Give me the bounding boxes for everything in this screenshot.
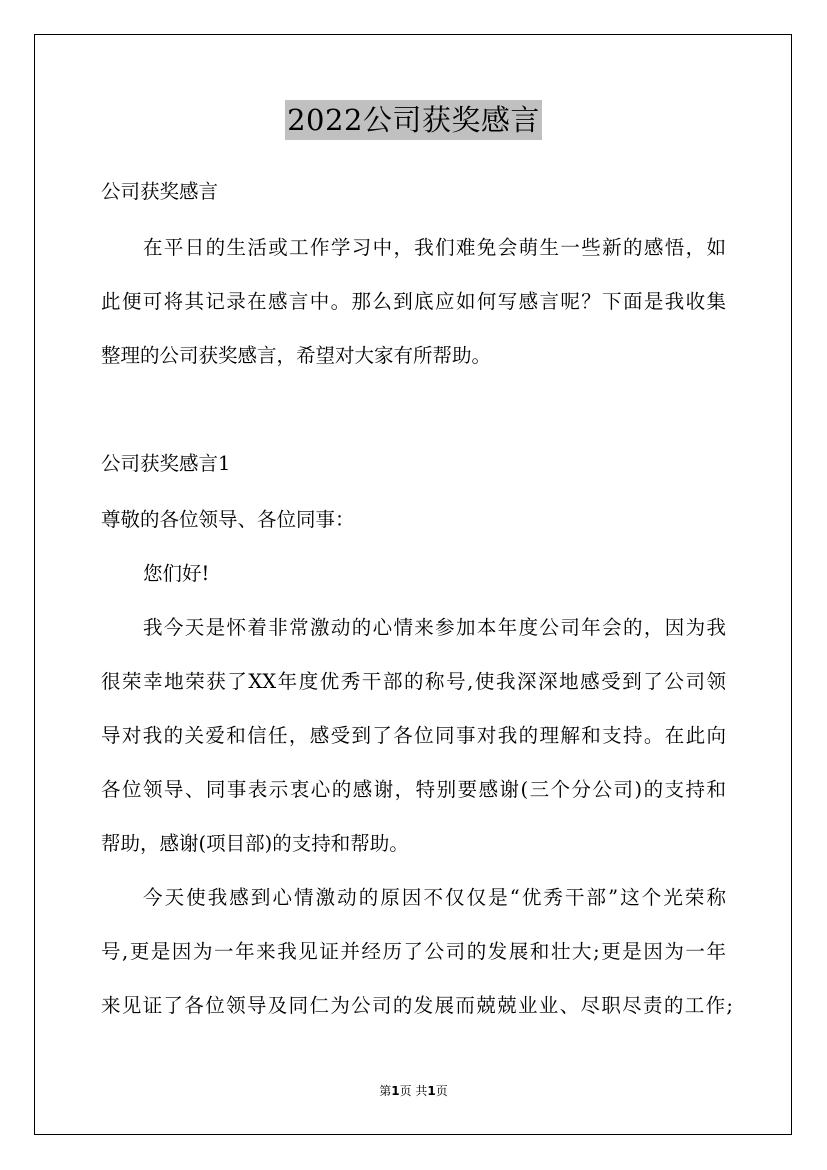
para1-line-1: 我今天是怀着非常激动的心情来参加本年度公司年会的，因为我: [143, 616, 726, 639]
intro-line-1: 在平日的生活或工作学习中，我们难免会萌生一些新的感悟，如: [143, 236, 726, 259]
para1-line-4: 各位领导、同事表示衷心的感谢，特别要感谢(三个分公司)的支持和: [101, 778, 726, 801]
footer-suffix: 页: [435, 1084, 448, 1098]
subtitle: 公司获奖感言: [101, 180, 219, 203]
footer-prefix: 第: [379, 1084, 392, 1098]
para2-line-3: 来见证了各位领导及同仁为公司的发展而兢兢业业、尽职尽责的工作;: [101, 994, 733, 1017]
para2-line-2: 号,更是因为一年来我见证并经历了公司的发展和壮大;更是因为一年: [101, 940, 726, 963]
title-container: [0, 100, 827, 140]
para1-line-2: 很荣幸地荣获了XX年度优秀干部的称号,使我深深地感受到了公司领: [101, 670, 726, 693]
footer-mid: 页 共: [399, 1084, 428, 1098]
page-footer: [0, 1082, 827, 1100]
intro-line-2: 此便可将其记录在感言中。那么到底应如何写感言呢？下面是我收集: [101, 290, 726, 313]
document-title: 2022公司获奖感言: [285, 100, 542, 140]
para1-line-3: 导对我的关爱和信任，感受到了各位同事对我的理解和支持。在此向: [101, 724, 726, 747]
footer-current-page: 1: [391, 1084, 400, 1098]
intro-line-3: 整理的公司获奖感言，希望对大家有所帮助。: [101, 344, 492, 367]
para2-line-1: 今天使我感到心情激动的原因不仅仅是“优秀干部”这个光荣称: [143, 886, 726, 909]
greeting: 您们好!: [143, 562, 210, 585]
para1-line-5: 帮助，感谢(项目部)的支持和帮助。: [101, 832, 409, 855]
section-heading: 公司获奖感言1: [101, 452, 231, 475]
salutation: 尊敬的各位领导、各位同事：: [101, 508, 355, 531]
footer-total-pages: 1: [427, 1084, 436, 1098]
